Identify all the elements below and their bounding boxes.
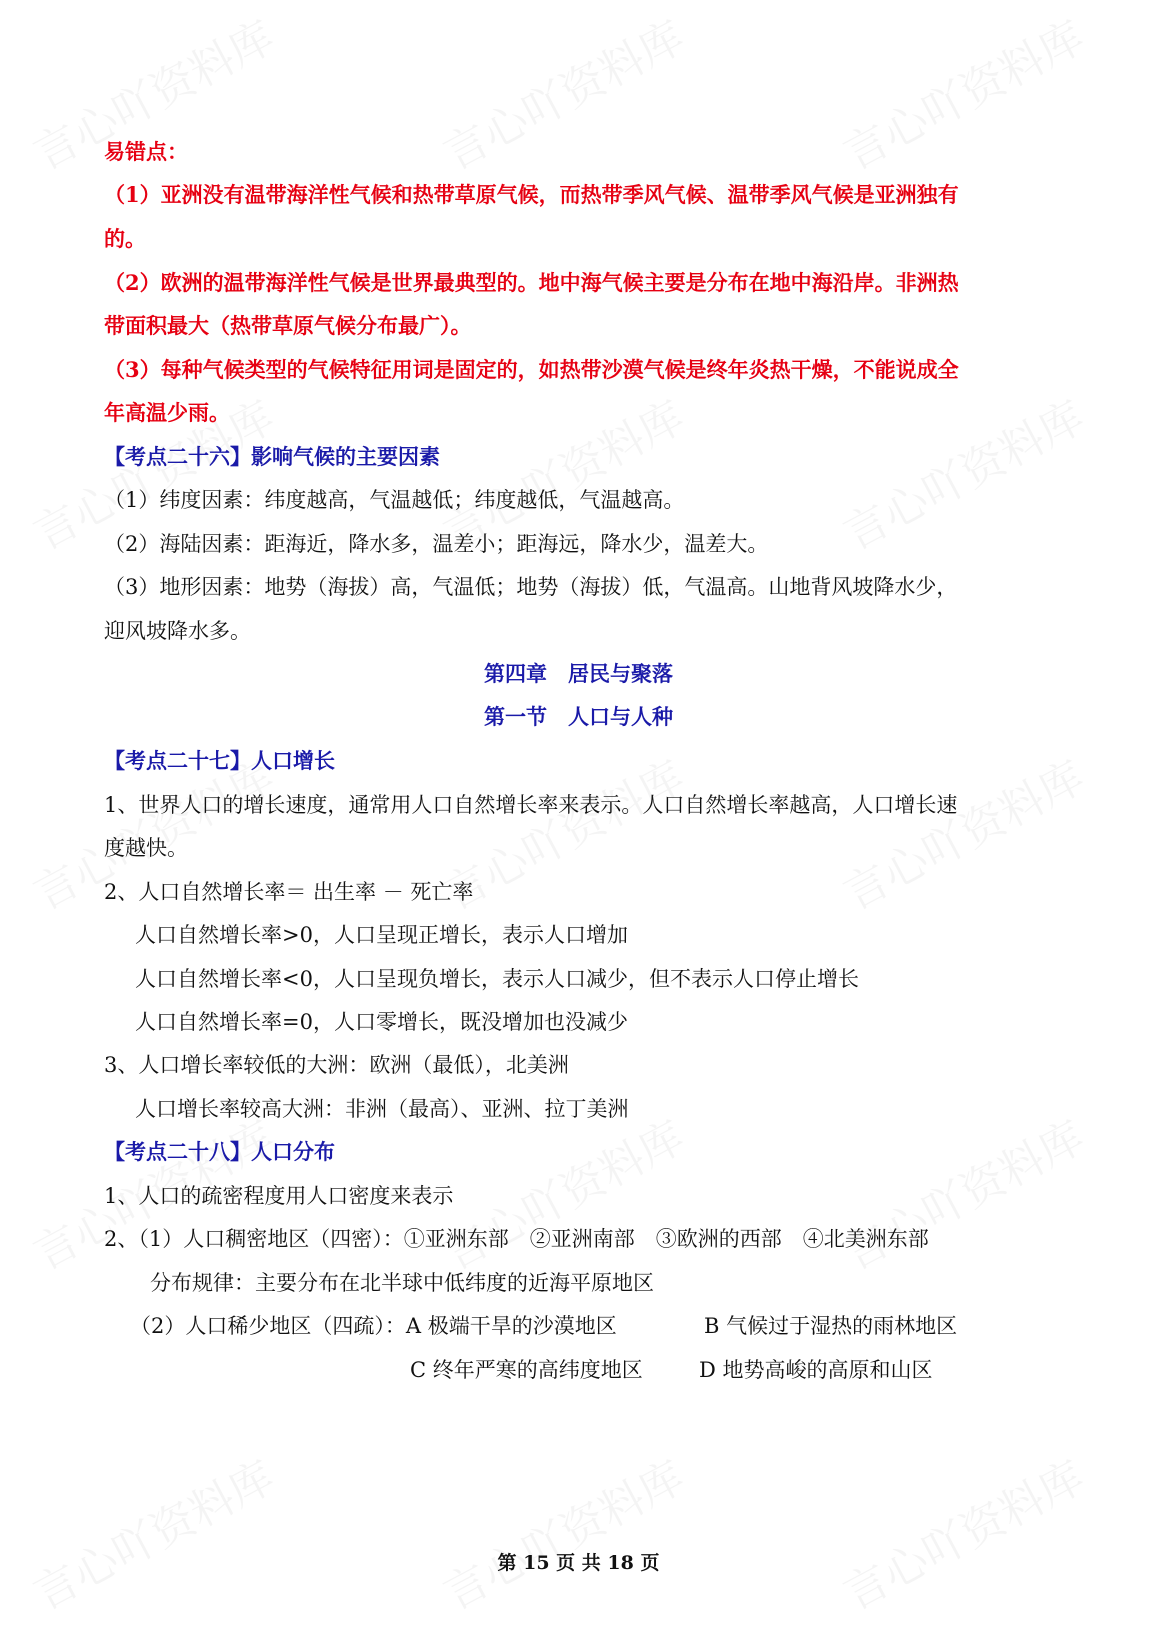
text-line: （1）纬度因素：纬度越高，气温越低；纬度越低，气温越高。 [104,488,685,512]
section-title-k26: 【考点二十六】影响气候的主要因素 [104,444,440,469]
text-line: 3、人口增长率较低的大洲：欧洲（最低），北美洲 [104,1053,569,1077]
text-line: C 终年严寒的高纬度地区 [410,1358,643,1382]
note-line: （1）亚洲没有温带海洋性气候和热带草原气候，而热带季风气候、温带季风气候是亚洲独有 [104,182,959,207]
page-footer: 第 15 页 共 18 页 [497,1552,660,1574]
text-line: 人口自然增长率<0，人口呈现负增长，表示人口减少，但不表示人口停止增长 [135,967,859,991]
watermark [830,382,1093,562]
text-line: 人口自然增长率>0，人口呈现正增长，表示人口增加 [135,923,628,947]
note-line: 的。 [104,226,146,251]
text-line: （3）地形因素：地势（海拔）高，气温低；地势（海拔）低，气温高。山地背风坡降水少， [104,575,958,599]
watermark [430,2,693,182]
watermark [430,1442,693,1622]
text-line: B 气候过于湿热的雨林地区 [704,1314,958,1338]
watermark [830,742,1093,922]
watermark [830,2,1093,182]
text-line: 人口增长率较高大洲：非洲（最高）、亚洲、拉丁美洲 [135,1097,629,1121]
text-line: 迎风坡降水多。 [104,619,251,643]
text-line: 分布规律：主要分布在北半球中低纬度的近海平原地区 [150,1271,654,1295]
section-heading: 第一节 人口与人种 [484,704,673,729]
section-title-k28: 【考点二十八】人口分布 [104,1139,335,1164]
text-line: 2、（1）人口稠密地区（四密）：①亚洲东部 ②亚洲南部 ③欧洲的西部 ④北美洲东部 [104,1227,929,1251]
watermark [20,1442,283,1622]
chapter-title: 第四章 居民与聚落 [484,661,673,686]
notes-heading: 易错点： [104,139,188,164]
note-line: （3）每种气候类型的气候特征用词是固定的，如热带沙漠气候是终年炎热干燥，不能说成全 [104,357,959,382]
text-line: 度越快。 [104,836,188,860]
text-line: （2）人口稀少地区（四疏）：A 极端干旱的沙漠地区 [130,1314,617,1338]
watermark [430,1102,693,1282]
text-line: 人口自然增长率=0，人口零增长，既没增加也没减少 [135,1010,628,1034]
note-line: （2）欧洲的温带海洋性气候是世界最典型的。地中海气候主要是分布在地中海沿岸。非洲热 [104,270,959,295]
text-line: 1、世界人口的增长速度，通常用人口自然增长率来表示。人口自然增长率越高，人口增长速 [104,793,958,817]
note-line: 带面积最大（热带草原气候分布最广）。 [104,313,472,338]
watermark [830,1442,1093,1622]
section-title-k27: 【考点二十七】人口增长 [104,748,335,773]
text-line: 1、人口的疏密程度用人口密度来表示 [104,1184,454,1208]
note-line: 年高温少雨。 [104,400,230,425]
text-line: D 地势高峻的高原和山区 [699,1358,933,1382]
watermark [830,1102,1093,1282]
text-line: 2、人口自然增长率＝ 出生率 － 死亡率 [104,880,474,904]
text-line: （2）海陆因素：距海近，降水多，温差小；距海远，降水少，温差大。 [104,532,769,556]
